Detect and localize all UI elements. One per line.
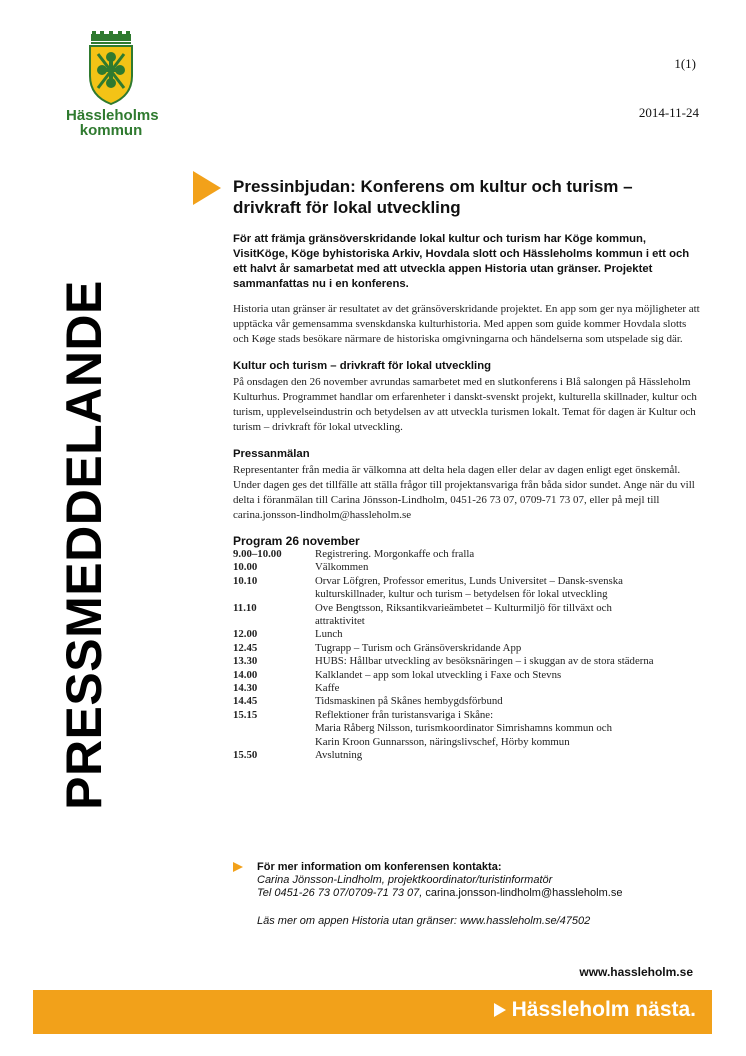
program-description — [315, 642, 701, 655]
program-row — [233, 602, 701, 629]
program-time: 14.30 — [233, 682, 258, 695]
program-row — [233, 709, 701, 749]
contact-phone-email — [257, 887, 703, 900]
document-date: 2014-11-24 — [638, 105, 699, 120]
website-link[interactable]: www.hassleholm.se — [579, 965, 693, 979]
article-title: Pressinbjudan: Konferens om kultur och turism – drivkraft för lokal utveckling — [233, 177, 633, 217]
article-intro: Historia utan gränser är resultatet av det gränsöverskridande projektet. En app som ger nya möjligheter att upptäcka vår gemensamma svenskdanska kulturhistoria. Med appen som guide kommer Hovdala slotts och Køge stads besökare närmare de historiska omgivningarna och händelserna som utspelade sig där. — [233, 303, 700, 345]
program-description-line: kulturskillnader, kultur och turism – betydelsen för lokal utveckling — [315, 588, 608, 601]
program-row — [233, 682, 701, 695]
program-description-line: Välkommen — [315, 561, 369, 574]
program-description — [315, 575, 701, 602]
program-row — [233, 695, 701, 708]
hassleholm-logo — [66, 30, 159, 146]
program-description — [315, 682, 701, 695]
section-body-press-registration: Representanter från media är välkomna att delta hela dagen eller delar av dagen enligt eget önskemål. Under dagen ges det tillfälle att ställa frågor till projektansvariga från båda sidor sundet. Ange när du vill delta i föranmälan till Carina Jönsson-Lindholm, 0451-26 73 07, 0709-71 73 07, eller på mejl till carina.jonsson-lindholm@hassleholm.se — [233, 464, 695, 521]
program-description-line: Ove Bengtsson, Riksantikvarieämbetet – Kulturmiljö för tillväxt och — [315, 601, 612, 614]
program-description-line: Karin Kroon Gunnarsson, näringslivschef, Hörby kommun — [315, 735, 570, 748]
program-row — [233, 561, 701, 574]
program-description — [315, 695, 701, 708]
program-time: 14.45 — [233, 695, 258, 708]
program-description — [315, 655, 701, 668]
footer-bar — [33, 990, 712, 1034]
program-row — [233, 655, 701, 668]
white-arrow-icon — [494, 1003, 506, 1017]
program-description — [315, 749, 701, 762]
section-heading-press-registration: Pressanmälan — [233, 448, 310, 460]
vertical-label-text: PRESSMEDDELANDE — [56, 280, 112, 810]
program-description-line: Tidsmaskinen på Skånes hembygdsförbund — [315, 695, 503, 708]
program-description — [315, 561, 701, 574]
program-description-line: Lunch — [315, 628, 343, 641]
read-more-link[interactable]: Läs mer om appen Historia utan gränser: www.hassleholm.se/47502 — [257, 915, 591, 927]
logo-name-line2: kommun — [79, 122, 143, 139]
program-description-line: Orvar Löfgren, Professor emeritus, Lunds Universitet – Dansk-svenska — [315, 574, 623, 587]
coat-of-arms-icon — [87, 30, 135, 106]
program-time: 13.30 — [233, 655, 258, 668]
slogan-text: Hässleholm nästa. — [511, 998, 696, 1021]
program-row — [233, 642, 701, 655]
page-number: 1(1) — [674, 56, 696, 71]
program-row — [233, 749, 701, 762]
program-description-line: attraktivitet — [315, 615, 365, 628]
program-time: 11.10 — [233, 601, 257, 614]
program-description-line: Tugrapp – Turism och Gränsöverskridande App — [315, 641, 522, 654]
program-time: 9.00–10.00 — [233, 548, 282, 560]
program-description-line: Reflektioner från turistansvariga i Skåne: — [315, 708, 494, 721]
program-heading: Program 26 november — [233, 534, 360, 548]
section-heading-culture-tourism: Kultur och turism – drivkraft för lokal utveckling — [233, 360, 491, 372]
contact-email[interactable]: carina.jonsson-lindholm@hassleholm.se — [425, 887, 623, 899]
program-description-line: Avslutning — [315, 749, 363, 762]
program-time: 14.00 — [233, 668, 258, 681]
program-description-line: Kalklandet – app som lokal utveckling i Faxe och Stevns — [315, 668, 562, 681]
article-lead: För att främja gränsöverskridande lokal kultur och turism har Köge kommun, VisitKöge, Köge byhistoriska Arkiv, Hovdala slott och Hässleholms kommun i ett och ett halvt år samarbetat med att utveckla appen Historia utan gränser. Projektet sammanfattas nu i en konferens. — [233, 233, 690, 290]
program-description — [315, 709, 701, 749]
program-time: 10.00 — [233, 561, 258, 574]
section-body-culture-tourism: På onsdagen den 26 november avrundas samarbetet med en slutkonferens i Blå salongen på Hässleholm Kulturhus. Programmet handlar om erfarenheter i danskt-svenskt projekt, kulturella skillnader, kultur och turism, upplevelseindustrin och betydelsen av att utveckla turismen lokalt. Temat för dagen är Kultur och turism – drivkraft för lokal utveckling. — [233, 376, 697, 433]
program-list — [233, 548, 701, 763]
footer-slogan — [494, 998, 696, 1022]
program-description — [315, 602, 701, 629]
program-description-line: Maria Råberg Nilsson, turismkoordinator Simrishamns kommun och — [315, 722, 612, 735]
logo-name-line1: Hässleholms — [66, 107, 159, 124]
contact-heading: För mer information om konferensen kontakta: — [257, 861, 502, 873]
program-time: 10.10 — [233, 574, 258, 587]
program-description-line: HUBS: Hållbar utveckling av besöksnäringen – i skuggan av de stora städerna — [315, 655, 654, 668]
contact-info — [233, 861, 703, 928]
program-row — [233, 628, 701, 641]
program-time: 12.00 — [233, 628, 258, 641]
program-row — [233, 575, 701, 602]
program-time: 15.15 — [233, 708, 258, 721]
orange-arrow-icon — [233, 862, 243, 872]
program-description-line: Registrering. Morgonkaffe och fralla — [315, 548, 475, 560]
article — [233, 176, 701, 763]
contact-person: Carina Jönsson-Lindholm, projektkoordinator/turistinformatör — [257, 874, 553, 886]
program-description-line: Kaffe — [315, 682, 340, 695]
program-time: 15.50 — [233, 749, 258, 762]
program-row — [233, 669, 701, 682]
program-description — [315, 548, 701, 561]
orange-arrow-icon — [193, 171, 221, 205]
program-description — [315, 628, 701, 641]
program-row — [233, 548, 701, 561]
program-description — [315, 669, 701, 682]
program-time: 12.45 — [233, 641, 258, 654]
contact-phone: Tel 0451-26 73 07/0709-71 73 07, — [257, 887, 423, 899]
